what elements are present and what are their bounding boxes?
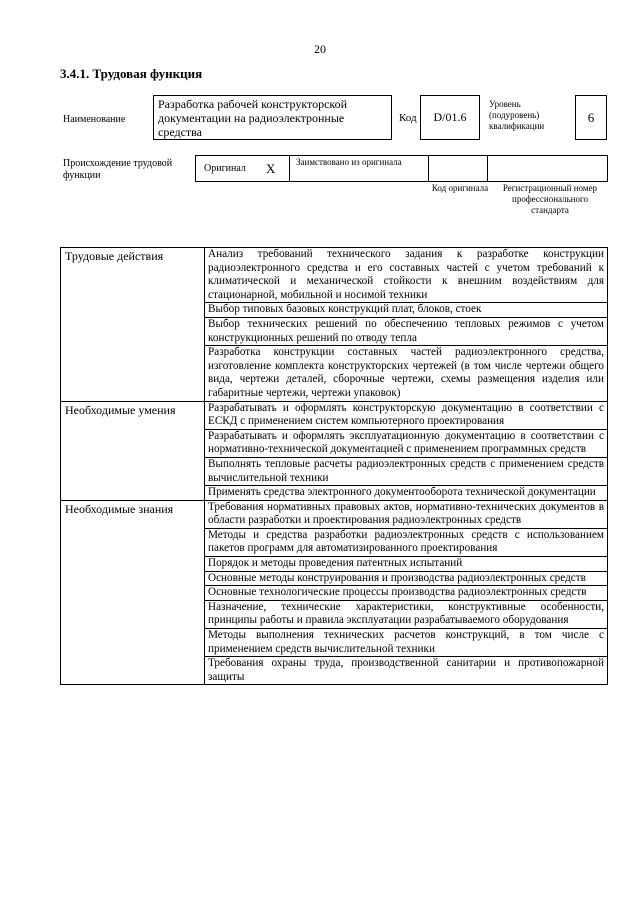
- name-label: Наименование: [63, 114, 126, 125]
- borrowed-cell: [289, 155, 429, 182]
- list-item: Анализ требований технического задания к разработке конструкции радиоэлектронного средства и его составных частей с учетом требований к климатической и механической стойкости к внешним воздействиям для стационарной, мобильной и носимой техники: [205, 248, 608, 303]
- origin-label: Происхождение трудовой функции: [63, 158, 173, 181]
- code-original-caption: Код оригинала: [431, 183, 489, 193]
- group-title: Трудовые действия: [61, 248, 205, 402]
- list-item: Порядок и методы проведения патентных испытаний: [205, 557, 608, 572]
- list-item: Разработка конструкции составных частей радиоэлектронного средства, изготовление комплекта конструкторских чертежей (в том числе чертежи общего вида, чертежи деталей, сборочные чертежи, схемы размещения изделия или габаритные чертежи, чертежи упаковок): [205, 346, 608, 401]
- list-item: Основные методы конструирования и производства радиоэлектронных средств: [205, 571, 608, 586]
- table-row: [61, 248, 608, 303]
- list-item: Основные технологические процессы производства радиоэлектронных средств: [205, 586, 608, 601]
- section-title: 3.4.1. Трудовая функция: [60, 66, 203, 81]
- code-label: Код: [399, 112, 417, 124]
- reg-number-caption: Регистрационный номер профессионального стандарта: [502, 183, 598, 215]
- page-number: 20: [314, 42, 326, 56]
- function-details-table: [60, 247, 608, 685]
- list-item: Требования охраны труда, производственной санитарии и противопожарной защиты: [205, 657, 608, 685]
- function-name-box: Разработка рабочей конструкторской документации на радиоэлектронные средства: [153, 95, 392, 140]
- list-item: Разрабатывать и оформлять конструкторскую документацию в соответствии с ЕСКД с применением систем компьютерного проектирования: [205, 401, 608, 429]
- qualification-level-box: 6: [575, 95, 607, 140]
- group-title: Необходимые умения: [61, 401, 205, 500]
- qualification-level-label: Уровень (подуровень) квалификации: [489, 99, 545, 131]
- table-row: [61, 401, 608, 429]
- table-row: [61, 500, 608, 528]
- original-cell: [195, 155, 290, 182]
- list-item: Разрабатывать и оформлять эксплуатационную документацию в соответствии с нормативно-технической документацией с применением программных средств: [205, 429, 608, 457]
- code-original-cell: [428, 155, 488, 182]
- list-item: Методы и средства разработки радиоэлектронных средств с использованием пакетов программ для автоматизированного проектирования: [205, 528, 608, 556]
- list-item: Выбор технических решений по обеспечению тепловых режимов с учетом конструкционных решений по отводу тепла: [205, 317, 608, 345]
- original-label: Оригинал: [204, 163, 246, 174]
- list-item: Выполнять тепловые расчеты радиоэлектронных средств с применением средств вычислительной техники: [205, 457, 608, 485]
- list-item: Требования нормативных правовых актов, нормативно-технических документов в области разработки и проектирования радиоэлектронных средств: [205, 500, 608, 528]
- list-item: Методы выполнения технических расчетов конструкций, в том числе с применением средств вычислительной техники: [205, 629, 608, 657]
- list-item: Назначение, технические характеристики, конструктивные особенности, принципы работы и правила эксплуатации разрабатываемого оборудования: [205, 600, 608, 628]
- borrowed-label: Заимствовано из оригинала: [296, 157, 402, 167]
- reg-number-cell: [487, 155, 608, 182]
- list-item: Выбор типовых базовых конструкций плат, блоков, стоек: [205, 303, 608, 318]
- list-item: Применять средства электронного документооборота технической документации: [205, 486, 608, 501]
- function-code-box: D/01.6: [420, 95, 480, 140]
- group-title: Необходимые знания: [61, 500, 205, 685]
- original-mark: X: [266, 161, 276, 176]
